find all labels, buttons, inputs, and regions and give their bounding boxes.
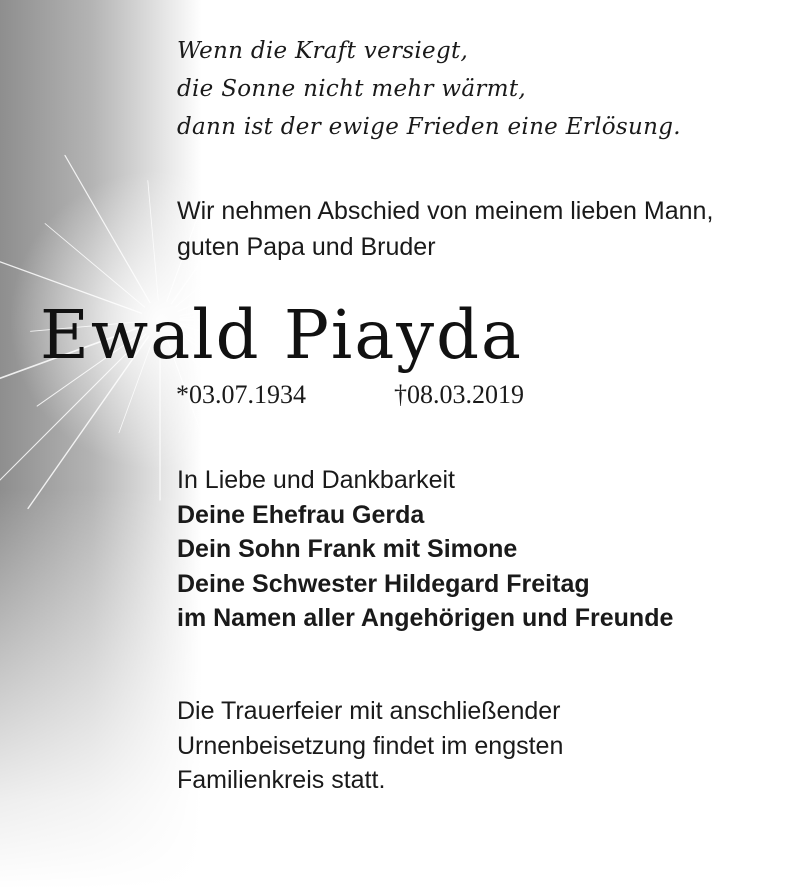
death-date: †08.03.2019 (394, 380, 524, 409)
memorial-verse (177, 32, 681, 146)
verse-line: die Sonne nicht mehr wärmt, (177, 76, 526, 102)
verse-line: dann ist der ewige Frieden eine Erlösung. (177, 114, 681, 140)
funeral-notice (177, 694, 563, 798)
notice-line: Urnenbeisetzung findet im engsten (177, 731, 564, 760)
notice-line: Die Trauerfeier mit anschließender (177, 697, 561, 725)
mourner-line: Dein Sohn Frank mit Simone (177, 535, 518, 563)
intro-line: guten Papa und Bruder (177, 233, 436, 261)
intro-line: Wir nehmen Abschied von meinem lieben Mann, (177, 197, 714, 225)
birth-date: *03.07.1934 (176, 380, 306, 409)
verse-line: Wenn die Kraft versiegt, (177, 38, 469, 64)
notice-line: Familienkreis statt. (177, 766, 386, 794)
farewell-intro (177, 193, 713, 265)
mourner-line: Deine Ehefrau Gerda (177, 500, 425, 529)
signature-lead: In Liebe und Dankbarkeit (177, 466, 455, 494)
mourner-line: im Namen aller Angehörigen und Freunde (177, 604, 674, 632)
mourner-line: Deine Schwester Hildegard Freitag (177, 569, 590, 598)
mourners-signature (177, 463, 673, 636)
deceased-name: Ewald Piayda (40, 296, 523, 374)
